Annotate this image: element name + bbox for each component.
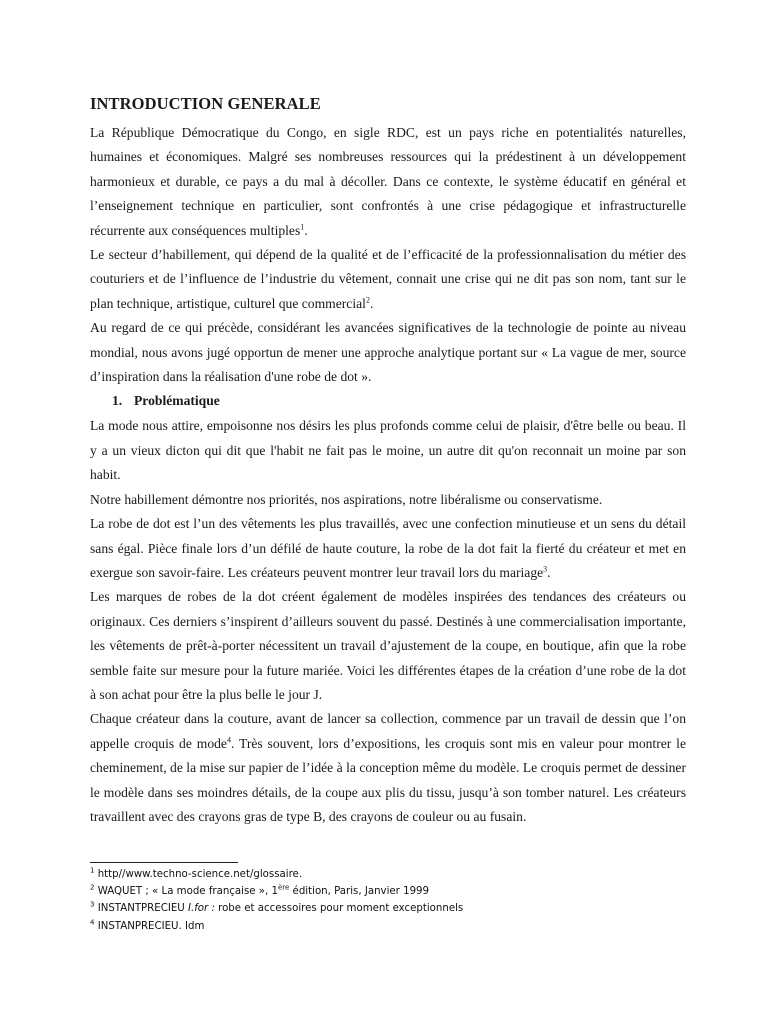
footnote-text: édition, Paris, Janvier 1999 xyxy=(289,886,430,898)
footnote-ref: 3 xyxy=(543,564,548,574)
footnote-number: 2 xyxy=(90,883,95,892)
paragraph-text: La République Démocratique du Congo, en sigle RDC, est un pays riche en potentialités naturelles, humaines et économiques. Malgré ses nombreuses ressources qui la prédestinent à un développement harmonieux et durable, ce pays a du mal à décoller. Dans ce contexte, le système éducatif en général et l’enseignement technique en particulier, sont confrontés à une crise pédagogique et infrastructurelle récurrente aux conséquences multiples xyxy=(90,125,686,238)
paragraph-text: . xyxy=(369,295,374,311)
footnote-italic: I.for : xyxy=(187,903,215,915)
section-heading xyxy=(112,389,686,413)
paragraph-text: La robe de dot est l’un des vêtements les plus travaillés, avec une confection minutieuse et un sens du détail sans égal. Pièce finale lors d’un défilé de haute couture, la robe de la dot fait la fierté du créateur et met en exergue son savoir-faire. Les créateurs peuvent montrer leur travail lors du mariage xyxy=(90,516,686,580)
footnote-number: 4 xyxy=(90,918,95,927)
body-text xyxy=(90,93,686,829)
paragraph-intro xyxy=(90,121,686,243)
footnote-ref: 1 xyxy=(300,222,305,232)
paragraph-robe-dot xyxy=(90,512,686,585)
footnote-text: http//www.techno-science.net/glossaire. xyxy=(94,869,303,880)
paragraph-regard: Au regard de ce qui précède, considérant les avancées significatives de la technologie de pointe au niveau mondial, nous avons jugé opportun de mener une approche analytique portant sur « La vague de mer, source d’inspiration dans la réalisation d'une robe de dot ». xyxy=(90,320,686,385)
footnote-number: 3 xyxy=(90,901,95,910)
section-number: 1. xyxy=(112,393,123,409)
footnotes xyxy=(90,866,690,935)
ordinal-suffix: ère xyxy=(277,883,290,892)
footnote-4 xyxy=(90,918,690,935)
footnote-text: WAQUET ; « La mode française », 1 xyxy=(94,886,278,898)
paragraph-text: Le secteur d’habillement, qui dépend de la qualité et de l’efficacité de la professionnalisation du métier des couturiers et de l’influence de l’industrie du vêtement, connait une crise qui ne dit pas son nom, tant sur le plan technique, artistique, culturel que commercial xyxy=(90,247,686,311)
footnote-ref: 2 xyxy=(365,295,370,305)
paragraph-marques: Les marques de robes de la dot créent également de modèles inspirées des tendances des créateurs ou originaux. Ces derniers s’inspirent d’ailleurs souvent du passé. Destinés à une commercialisation importante, les vêtements de prêt-à-porter nécessitent un travail d’ajustement de la coupe, en boutique, afin que la robe semble faite sur mesure pour la future mariée. Voici les différentes étapes de la création d’une robe de la dot à son achat pour être la plus belle le jour J. xyxy=(90,589,686,702)
footnote-number: 1 xyxy=(90,866,95,875)
paragraph-text: . xyxy=(304,222,308,238)
paragraph-habillement xyxy=(90,243,686,316)
footnote-text: robe et accessoires pour moment exceptionnels xyxy=(214,903,464,915)
footnote-1 xyxy=(90,866,690,883)
footnote-ref: 4 xyxy=(226,735,231,745)
paragraph-text: . Très souvent, lors d’expositions, les croquis sont mis en valeur pour montrer le cheminement, de la mise sur papier de l’idée à la conception même du modèle. Le croquis permet de dessiner le modèle dans ses moindres détails, de la coupe aux plis du tissu, jusqu’à son tomber naturel. Les créateurs travaillent avec des crayons gras de type B, des crayons de couleur ou au fusain. xyxy=(90,735,686,824)
footnote-3 xyxy=(90,900,690,917)
paragraph-text: . xyxy=(547,564,551,580)
page-title: INTRODUCTION GENERALE xyxy=(90,94,321,113)
paragraph-mode: La mode nous attire, empoisonne nos désirs les plus profonds comme celui de plaisir, d'être belle ou beau. Il y a un vieux dicton qui dit que l'habit ne fait pas le moine, un autre dit qu'on reconnait un moine par son habit. xyxy=(90,418,686,483)
footnote-text: INSTANPRECIEU. Idm xyxy=(94,920,205,932)
footnote-2 xyxy=(90,883,690,900)
paragraph-createur xyxy=(90,707,686,829)
footnote-text: INSTANTPRECIEU xyxy=(94,903,188,915)
footnote-separator xyxy=(90,862,238,863)
paragraph-habillement-priorites: Notre habillement démontre nos priorités, nos aspirations, notre libéralisme ou conservatisme. xyxy=(90,491,603,507)
paragraph-text: Chaque créateur dans la couture, avant de lancer sa collection, commence par un travail de dessin que l’on appelle croquis de mode xyxy=(90,711,686,751)
section-title: Problématique xyxy=(134,393,220,409)
